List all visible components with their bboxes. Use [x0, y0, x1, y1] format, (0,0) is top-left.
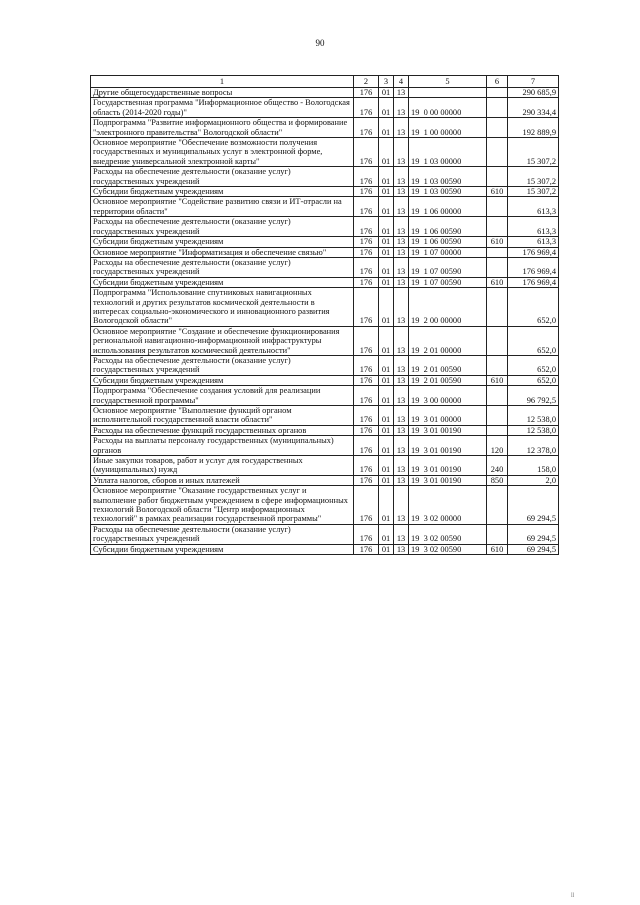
cell-grbs: 176 [354, 406, 379, 426]
cell-pr: 13 [394, 118, 409, 138]
budget-table [90, 75, 559, 555]
cell-rz: 01 [379, 355, 394, 375]
table-row [91, 326, 559, 355]
cell-sum: 69 294,5 [508, 524, 559, 544]
table-row [91, 355, 559, 375]
cell-sum: 12 538,0 [508, 425, 559, 435]
cell-grbs: 176 [354, 88, 379, 98]
cell-grbs: 176 [354, 247, 379, 257]
cell-csr: 19 3 01 00000 [409, 406, 487, 426]
table-row [91, 277, 559, 287]
table-row [91, 288, 559, 327]
cell-vr: 610 [487, 375, 508, 385]
page-number: 90 [315, 38, 325, 48]
header-cell-sum: 7 [508, 76, 559, 88]
cell-name: Подпрограмма "Развитие информационного общества и формирование "электронного правительства" Вологодской области" [91, 118, 354, 138]
cell-csr: 19 1 07 00590 [409, 257, 487, 277]
cell-name: Расходы на выплаты персоналу государственных (муниципальных) органов [91, 436, 354, 456]
cell-sum: 652,0 [508, 355, 559, 375]
cell-grbs: 176 [354, 118, 379, 138]
cell-pr: 13 [394, 167, 409, 187]
cell-vr [487, 88, 508, 98]
cell-name: Расходы на обеспечение функций государственных органов [91, 425, 354, 435]
cell-csr: 19 2 01 00590 [409, 355, 487, 375]
header-cell-name: 1 [91, 76, 354, 88]
cell-pr: 13 [394, 524, 409, 544]
cell-vr [487, 425, 508, 435]
table-row [91, 544, 559, 554]
cell-csr: 19 2 00 00000 [409, 288, 487, 327]
cell-sum: 290 685,9 [508, 88, 559, 98]
table-row [91, 456, 559, 476]
cell-pr: 13 [394, 375, 409, 385]
cell-grbs: 176 [354, 375, 379, 385]
cell-pr: 13 [394, 187, 409, 197]
cell-name: Основное мероприятие "Содействие развитию связи и ИТ-отрасли на территории области" [91, 197, 354, 217]
cell-name: Расходы на обеспечение деятельности (оказание услуг) государственных учреждений [91, 167, 354, 187]
table-row [91, 406, 559, 426]
cell-vr: 610 [487, 187, 508, 197]
table-row [91, 167, 559, 187]
table-row [91, 475, 559, 485]
cell-sum: 613,3 [508, 237, 559, 247]
cell-vr: 120 [487, 436, 508, 456]
cell-pr: 13 [394, 544, 409, 554]
cell-sum: 652,0 [508, 288, 559, 327]
header-cell-grbs: 2 [354, 76, 379, 88]
cell-name: Субсидии бюджетным учреждениям [91, 187, 354, 197]
cell-rz: 01 [379, 288, 394, 327]
cell-name: Субсидии бюджетным учреждениям [91, 375, 354, 385]
cell-name: Другие общегосударственные вопросы [91, 88, 354, 98]
cell-name: Субсидии бюджетным учреждениям [91, 237, 354, 247]
cell-rz: 01 [379, 138, 394, 167]
cell-grbs: 176 [354, 217, 379, 237]
cell-pr: 13 [394, 486, 409, 525]
cell-rz: 01 [379, 544, 394, 554]
cell-rz: 01 [379, 217, 394, 237]
cell-pr: 13 [394, 288, 409, 327]
cell-sum: 176 969,4 [508, 247, 559, 257]
cell-pr: 13 [394, 217, 409, 237]
cell-grbs: 176 [354, 326, 379, 355]
cell-csr: 19 3 01 00190 [409, 456, 487, 476]
header-cell-vr: 6 [487, 76, 508, 88]
cell-sum: 176 969,4 [508, 257, 559, 277]
table-row [91, 98, 559, 118]
header-row [91, 76, 559, 88]
cell-pr: 13 [394, 247, 409, 257]
cell-csr: 19 2 01 00000 [409, 326, 487, 355]
table-row [91, 88, 559, 98]
cell-sum: 15 307,2 [508, 187, 559, 197]
cell-rz: 01 [379, 237, 394, 247]
cell-csr: 19 1 07 00000 [409, 247, 487, 257]
cell-rz: 01 [379, 88, 394, 98]
cell-grbs: 176 [354, 544, 379, 554]
cell-pr: 13 [394, 355, 409, 375]
cell-vr [487, 217, 508, 237]
cell-grbs: 176 [354, 486, 379, 525]
cell-vr [487, 138, 508, 167]
cell-grbs: 176 [354, 167, 379, 187]
cell-pr: 13 [394, 237, 409, 247]
cell-csr: 19 2 01 00590 [409, 375, 487, 385]
cell-vr [487, 326, 508, 355]
cell-sum: 69 294,5 [508, 486, 559, 525]
cell-csr: 19 3 01 00190 [409, 475, 487, 485]
cell-csr: 19 1 03 00590 [409, 167, 487, 187]
cell-name: Расходы на обеспечение деятельности (оказание услуг) государственных учреждений [91, 524, 354, 544]
table-row [91, 436, 559, 456]
cell-name: Субсидии бюджетным учреждениям [91, 277, 354, 287]
cell-vr [487, 247, 508, 257]
cell-csr [409, 88, 487, 98]
table-row [91, 524, 559, 544]
cell-rz: 01 [379, 486, 394, 525]
cell-sum: 192 889,9 [508, 118, 559, 138]
cell-name: Расходы на обеспечение деятельности (оказание услуг) государственных учреждений [91, 217, 354, 237]
cell-csr: 19 1 00 00000 [409, 118, 487, 138]
cell-sum: 613,3 [508, 197, 559, 217]
cell-vr [487, 167, 508, 187]
cell-name: Основное мероприятие "Информатизация и обеспечение связью" [91, 247, 354, 257]
cell-sum: 652,0 [508, 375, 559, 385]
cell-csr: 19 1 03 00000 [409, 138, 487, 167]
table-row [91, 257, 559, 277]
cell-csr: 19 3 02 00590 [409, 544, 487, 554]
cell-grbs: 176 [354, 288, 379, 327]
cell-pr: 13 [394, 456, 409, 476]
cell-name: Уплата налогов, сборов и иных платежей [91, 475, 354, 485]
table-row [91, 425, 559, 435]
cell-vr: 610 [487, 277, 508, 287]
cell-rz: 01 [379, 118, 394, 138]
cell-name: Основное мероприятие "Оказание государственных услуг и выполнение работ бюджетным учреждением в сфере информационных технологий Вологодской области "Центр информационных технологий" в рамках реализации государственной программы" [91, 486, 354, 525]
cell-rz: 01 [379, 326, 394, 355]
cell-sum: 15 307,2 [508, 167, 559, 187]
cell-csr: 19 1 07 00590 [409, 277, 487, 287]
cell-grbs: 176 [354, 138, 379, 167]
cell-rz: 01 [379, 277, 394, 287]
cell-pr: 13 [394, 326, 409, 355]
cell-name: Основное мероприятие "Выполнение функций органом исполнительной государственной власти области" [91, 406, 354, 426]
cell-vr [487, 197, 508, 217]
cell-sum: 2,0 [508, 475, 559, 485]
cell-grbs: 176 [354, 257, 379, 277]
cell-grbs: 176 [354, 475, 379, 485]
cell-vr [487, 406, 508, 426]
cell-csr: 19 3 02 00000 [409, 486, 487, 525]
cell-pr: 13 [394, 88, 409, 98]
cell-rz: 01 [379, 98, 394, 118]
cell-vr: 240 [487, 456, 508, 476]
cell-rz: 01 [379, 187, 394, 197]
cell-csr: 19 1 06 00000 [409, 197, 487, 217]
table-row [91, 375, 559, 385]
cell-csr: 19 3 01 00190 [409, 436, 487, 456]
table-row [91, 187, 559, 197]
cell-rz: 01 [379, 436, 394, 456]
cell-pr: 13 [394, 386, 409, 406]
cell-sum: 12 378,0 [508, 436, 559, 456]
cell-vr [487, 486, 508, 525]
cell-grbs: 176 [354, 436, 379, 456]
cell-rz: 01 [379, 375, 394, 385]
table-row [91, 386, 559, 406]
cell-grbs: 176 [354, 187, 379, 197]
cell-pr: 13 [394, 425, 409, 435]
cell-sum: 158,0 [508, 456, 559, 476]
cell-vr: 610 [487, 237, 508, 247]
cell-grbs: 176 [354, 277, 379, 287]
cell-rz: 01 [379, 475, 394, 485]
table-row [91, 197, 559, 217]
cell-vr: 850 [487, 475, 508, 485]
cell-rz: 01 [379, 406, 394, 426]
table-row [91, 217, 559, 237]
cell-name: Подпрограмма "Обеспечение создания условий для реализации государственной программы" [91, 386, 354, 406]
cell-rz: 01 [379, 456, 394, 476]
cell-rz: 01 [379, 197, 394, 217]
header-cell-pr: 4 [394, 76, 409, 88]
cell-vr [487, 288, 508, 327]
cell-sum: 652,0 [508, 326, 559, 355]
cell-name: Основное мероприятие "Обеспечение возможности получения государственных и муниципальных услуг в электронной форме, внедрение универсальной электронной карты" [91, 138, 354, 167]
cell-rz: 01 [379, 386, 394, 406]
cell-sum: 96 792,5 [508, 386, 559, 406]
cell-name: Иные закупки товаров, работ и услуг для государственных (муниципальных) нужд [91, 456, 354, 476]
cell-grbs: 176 [354, 355, 379, 375]
cell-csr: 19 1 06 00590 [409, 217, 487, 237]
cell-rz: 01 [379, 247, 394, 257]
cell-grbs: 176 [354, 425, 379, 435]
cell-csr: 19 1 03 00590 [409, 187, 487, 197]
cell-sum: 69 294,5 [508, 544, 559, 554]
cell-name: Основное мероприятие "Создание и обеспечение функционирования региональной навигационно-информационной инфраструктуры использования результатов космической деятельности" [91, 326, 354, 355]
cell-sum: 15 307,2 [508, 138, 559, 167]
cell-pr: 13 [394, 197, 409, 217]
cell-pr: 13 [394, 475, 409, 485]
cell-pr: 13 [394, 98, 409, 118]
header-cell-csr: 5 [409, 76, 487, 88]
cell-csr: 19 3 00 00000 [409, 386, 487, 406]
table-row [91, 138, 559, 167]
cell-sum: 290 334,4 [508, 98, 559, 118]
cell-sum: 12 538,0 [508, 406, 559, 426]
cell-vr [487, 118, 508, 138]
cell-vr [487, 257, 508, 277]
cell-grbs: 176 [354, 456, 379, 476]
table-row [91, 118, 559, 138]
cell-grbs: 176 [354, 386, 379, 406]
cell-vr [487, 355, 508, 375]
cell-csr: 19 3 02 00590 [409, 524, 487, 544]
cell-csr: 19 3 01 00190 [409, 425, 487, 435]
cell-vr [487, 524, 508, 544]
table-row [91, 237, 559, 247]
cell-name: Государственная программа "Информационное общество - Вологодская область (2014-2020 годы)" [91, 98, 354, 118]
cell-pr: 13 [394, 277, 409, 287]
cell-vr [487, 98, 508, 118]
corner-mark: ll [571, 893, 575, 899]
cell-name: Субсидии бюджетным учреждениям [91, 544, 354, 554]
cell-grbs: 176 [354, 524, 379, 544]
cell-grbs: 176 [354, 237, 379, 247]
cell-sum: 176 969,4 [508, 277, 559, 287]
cell-name: Расходы на обеспечение деятельности (оказание услуг) государственных учреждений [91, 355, 354, 375]
cell-grbs: 176 [354, 98, 379, 118]
cell-rz: 01 [379, 167, 394, 187]
table-row [91, 486, 559, 525]
cell-pr: 13 [394, 138, 409, 167]
cell-rz: 01 [379, 257, 394, 277]
cell-csr: 19 1 06 00590 [409, 237, 487, 247]
cell-name: Расходы на обеспечение деятельности (оказание услуг) государственных учреждений [91, 257, 354, 277]
header-cell-rz: 3 [379, 76, 394, 88]
cell-rz: 01 [379, 425, 394, 435]
cell-vr: 610 [487, 544, 508, 554]
cell-vr [487, 386, 508, 406]
table-row [91, 247, 559, 257]
cell-pr: 13 [394, 257, 409, 277]
cell-name: Подпрограмма "Использование спутниковых навигационных технологий и других результатов космической деятельности в интересах социально-экономического и инновационного развития Вологодской области" [91, 288, 354, 327]
cell-pr: 13 [394, 436, 409, 456]
cell-pr: 13 [394, 406, 409, 426]
cell-sum: 613,3 [508, 217, 559, 237]
cell-grbs: 176 [354, 197, 379, 217]
cell-csr: 19 0 00 00000 [409, 98, 487, 118]
cell-rz: 01 [379, 524, 394, 544]
